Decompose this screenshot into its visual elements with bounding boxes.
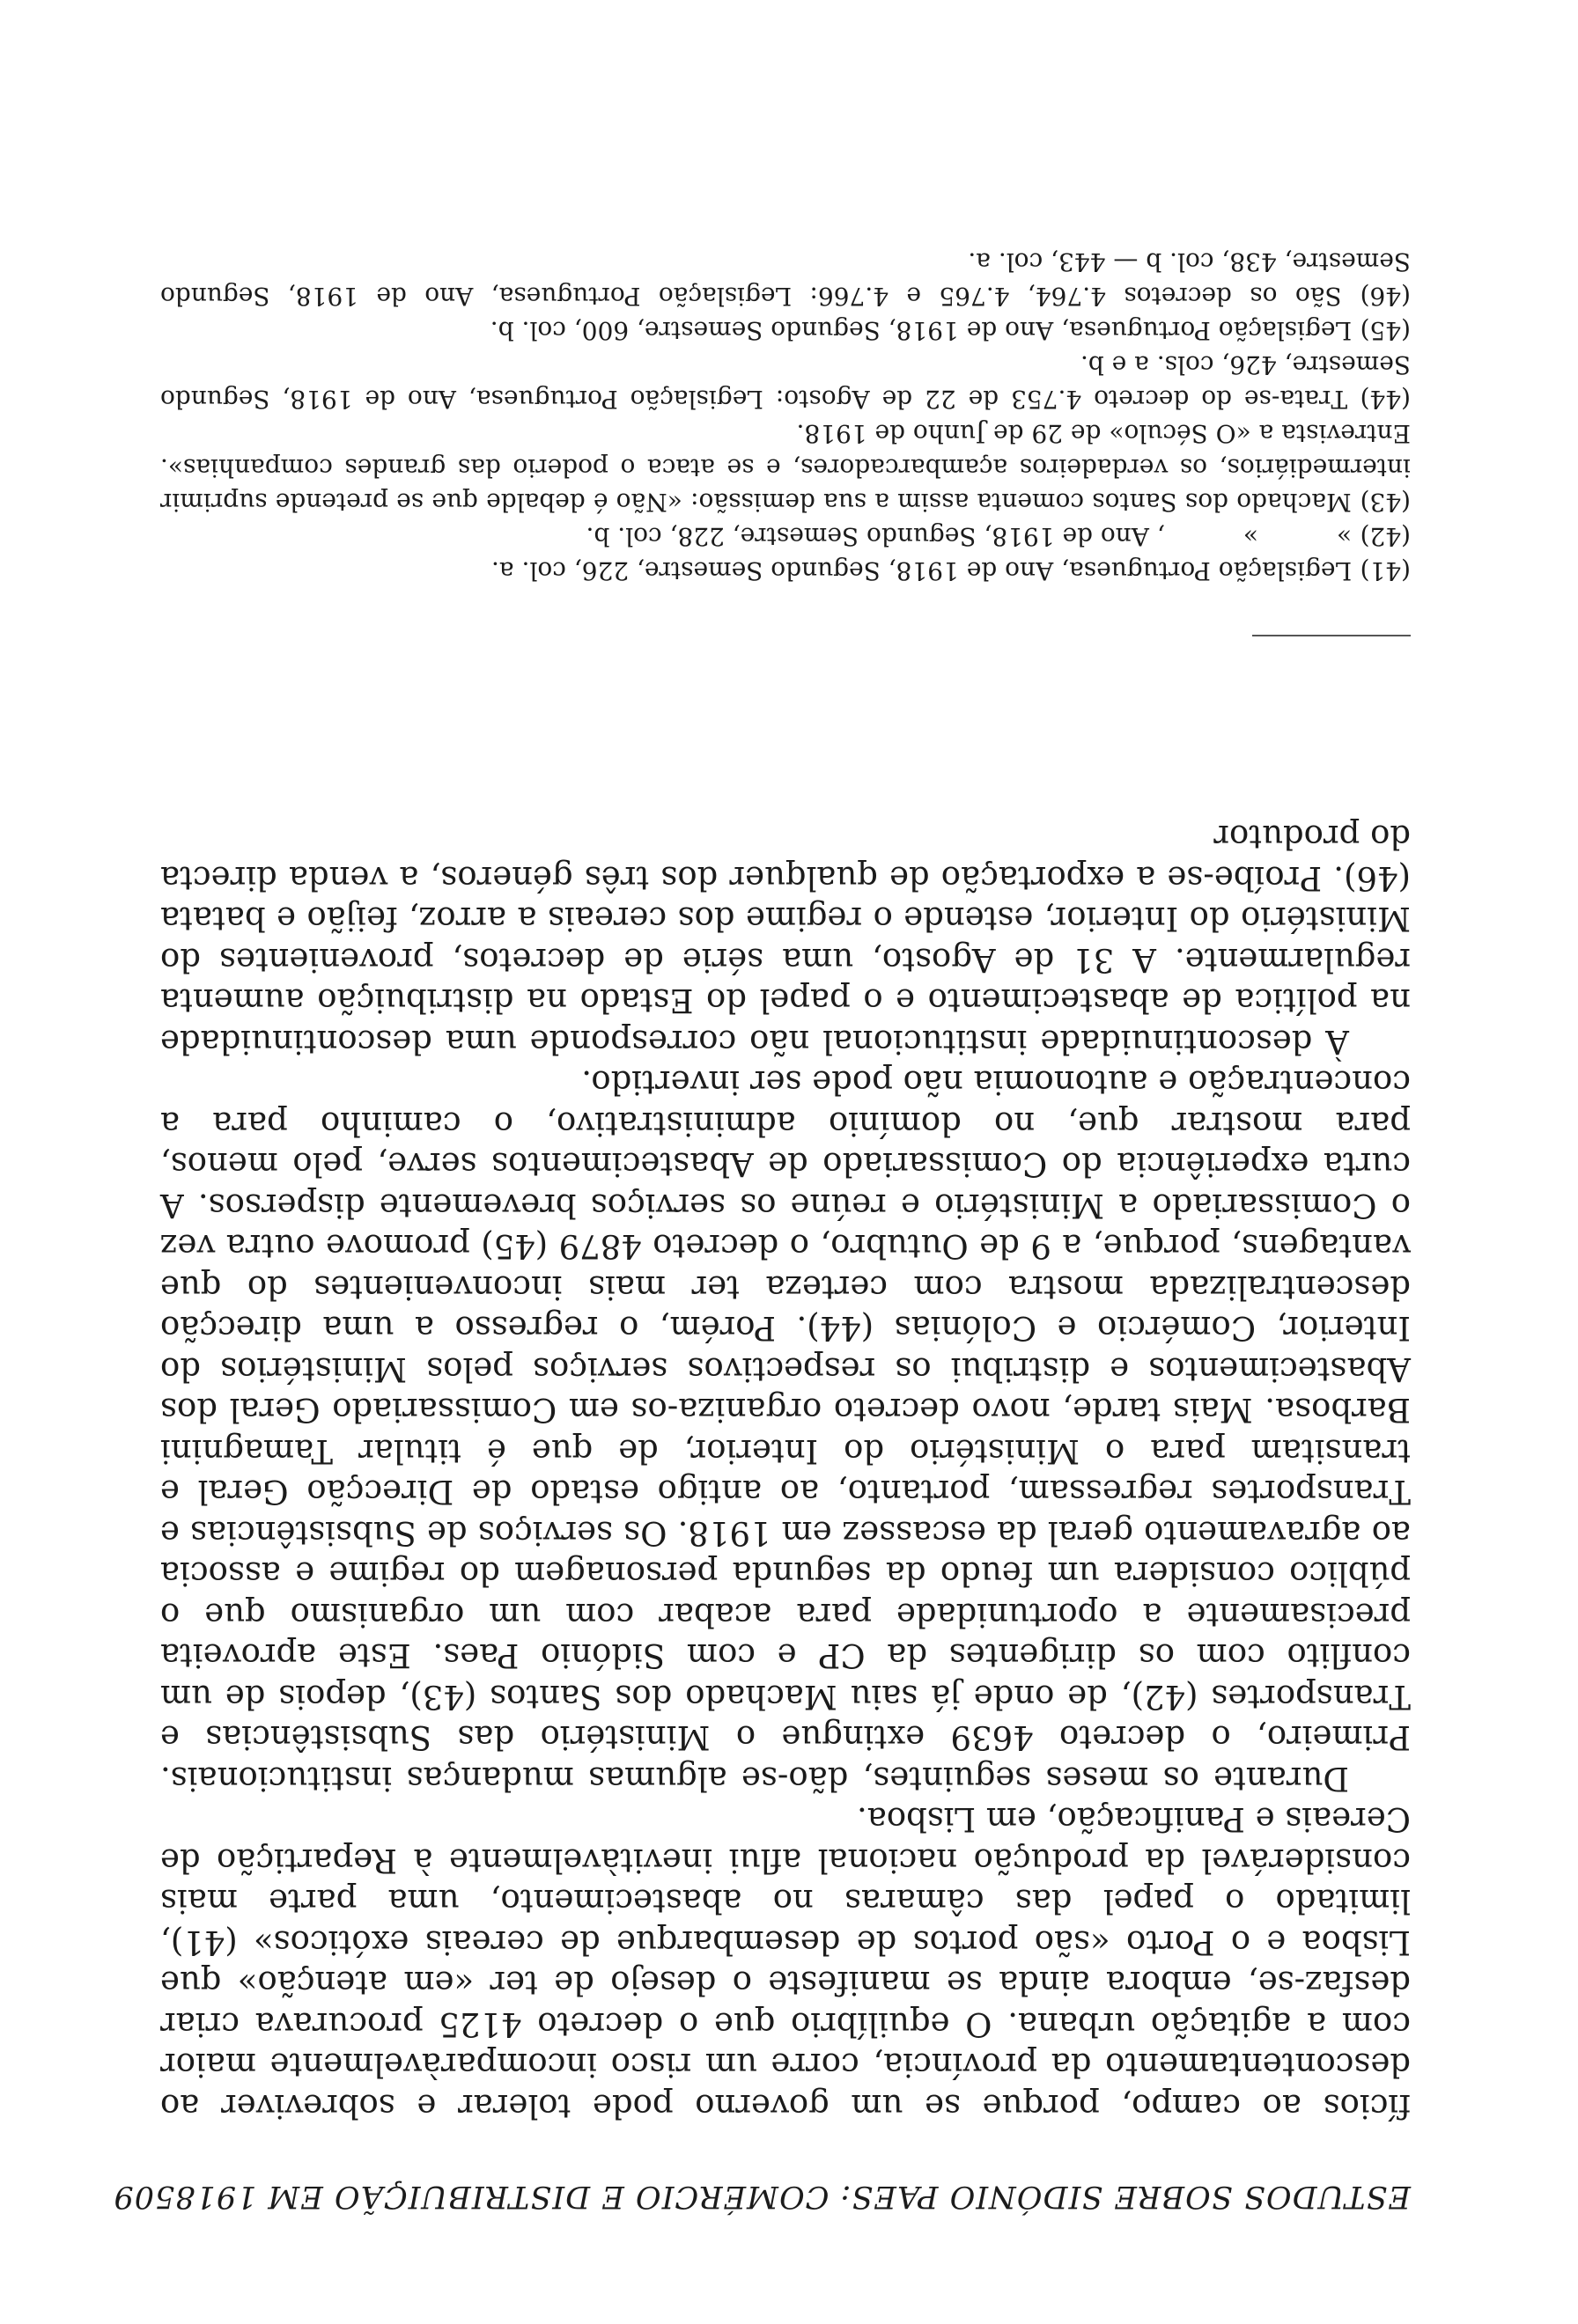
footnote-number: (44) xyxy=(1360,385,1411,414)
paragraph-1: fícios ao campo, porque se um governo pode tolerar e sobreviver ao descontentamento da província, corre um risco incomparàvelmente maior com a agitação urbana. O equilíbrio que o decreto 4125 procurava criar desfaz-se, embora ainda se manifeste o desejo de ter «em atenção» que Lisboa e o Porto «são portos de desembarque de cereais exóticos» (41), limitado o papel das câmaras no abastecimento, uma parte mais considerável da produção nacional aflui inevitàvelmente à Repartição de Cereais e Panificação, em Lisboa. xyxy=(160,1800,1411,2125)
footnote-text: Legislação Portuguesa, Ano de 1918, Segundo Semestre, 600, col. b. xyxy=(490,316,1353,345)
footnote-46 xyxy=(160,245,1411,313)
footnote-44 xyxy=(160,348,1411,416)
footnote-separator xyxy=(1252,635,1411,636)
footnote-45 xyxy=(160,313,1411,348)
footnote-41 xyxy=(160,554,1411,588)
footnote-text: Legislação Portuguesa, Ano de 1918, Segundo Semestre, 226, col. a. xyxy=(491,556,1353,585)
page-number: 509 xyxy=(113,2179,175,2214)
footnote-43 xyxy=(160,416,1411,519)
footnote-text: » » , Ano de 1918, Segundo Semestre, 228, col. b. xyxy=(586,522,1353,551)
footnote-number: (43) xyxy=(1360,488,1411,517)
footnote-number: (45) xyxy=(1360,316,1411,345)
running-title: ESTUDOS SOBRE SIDÓNIO PAES: COMÉRCIO E DISTRIBUIÇÃO EM 1918 xyxy=(174,2179,1411,2214)
footnote-number: (46) xyxy=(1360,282,1411,311)
footnotes xyxy=(160,245,1411,588)
running-header xyxy=(113,2170,1411,2223)
body-text xyxy=(160,816,1411,2126)
footnote-text: Machado dos Santos comenta assim a sua demissão: «Não é debalde que se pretende suprimir intermediários, os verdadeiros açambarcadores, e se ataca o poderio das grandes companhias». Entrevista a «O Século» de 29 de Junho de 1918. xyxy=(160,419,1411,517)
footnote-text: Trata-se do decreto 4.753 de 22 de Agosto: Legislação Portuguesa, Ano de 1918, Segundo Semestre, 426, cols. a e b. xyxy=(160,350,1411,414)
footnote-number: (41) xyxy=(1360,556,1411,585)
footnote-number: (42) xyxy=(1360,522,1411,551)
footnote-42 xyxy=(160,519,1411,554)
footnote-text: São os decretos 4.764, 4.765 e 4.766: Legislação Portuguesa, Ano de 1918, Segundo Semestre, 438, col. b — 443, col. a. xyxy=(160,247,1411,311)
paragraph-3: À descontinuidade institucional não corresponde uma descontinuidade na política de abastecimento e o papel do Estado na distribuição aumenta regularmente. A 31 de Agosto, uma série de decretos, provenientes do Ministério do Interior, estende o regime dos cereais a arroz, feijão e batata (46). Proíbe-se a exportação de qualquer dos três géneros, a venda directa do produtor xyxy=(160,818,1411,1061)
paragraph-2: Durante os meses seguintes, dão-se algumas mudanças institucionais. Primeiro, o decreto 4639 extingue o Ministério das Subsistências e Transportes (42), de onde já saiu Machado dos Santos (43), depois de um conflito com os dirigentes da CP e com Sidónio Paes. Este aproveita precisamente a oportunidade para acabar com um organismo que o público considera um feudo da segunda personagem do regime e associa ao agravamento geral da escassez em 1918. Os serviços de Subsistências e Transportes regressam, portanto, ao antigo estado de Direcção Geral e transitam para o Ministério do Interior, de que é titular Tamagnini Barbosa. Mais tarde, novo decreto organiza-os em Comissariado Geral dos Abastecimentos e distribui os respectivos serviços pelos Ministérios do Interior, Comércio e Colónias (44). Porém, o regresso a uma direcção descentralizada mostra com certeza ter mais inconvenientes do que vantagens, porque, a 9 de Outubro, o decreto 4879 (45) promove outra vez o Comissariado a Ministério e reúne os serviços brevemente dispersos. A curta experiência do Comissariado de Abastecimentos serve, pelo menos, para mostrar que, no domínio administrativo, o caminho para a concentração e autonomia não pode ser invertido. xyxy=(160,1063,1411,1798)
